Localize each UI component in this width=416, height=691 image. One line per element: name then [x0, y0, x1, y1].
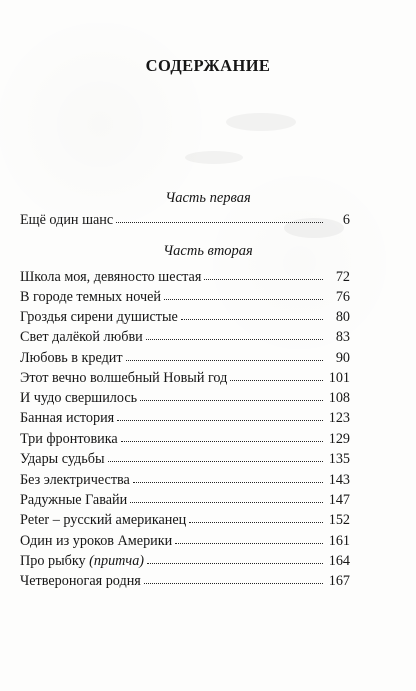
entry-title: Радужные Гавайи	[20, 492, 128, 508]
entry-title: Любовь в кредит	[20, 350, 123, 366]
entry-title: Этот вечно волшебный Новый год	[20, 370, 228, 386]
entry-title: Peter – русский американец	[20, 512, 187, 528]
dot-leader	[140, 400, 323, 401]
entry-title: В городе темных ночей	[20, 289, 161, 305]
toc-entry[interactable]	[20, 532, 350, 551]
page-number: 167	[328, 573, 350, 589]
toc-entry[interactable]	[20, 369, 350, 388]
toc-entry[interactable]	[20, 552, 350, 571]
toc-entry[interactable]	[20, 450, 350, 469]
page-number: 72	[335, 269, 350, 285]
entry-title: Банная история	[20, 410, 115, 426]
entry-title: Гроздья сирени душистые	[20, 309, 178, 325]
entry-title-main: Про рыбку	[20, 553, 86, 569]
entry-title: И чудо свершилось	[20, 390, 138, 406]
dot-leader	[108, 461, 324, 462]
page-number: 83	[335, 329, 350, 345]
entry-title	[20, 552, 144, 571]
page-number: 101	[328, 370, 350, 386]
toc-entry[interactable]	[20, 409, 350, 428]
page-number: 143	[328, 472, 350, 488]
dot-leader	[181, 319, 323, 320]
scan-shadow	[185, 151, 243, 164]
toc-entry[interactable]	[20, 268, 350, 287]
toc-entry[interactable]	[20, 430, 350, 449]
scan-shadow	[226, 113, 296, 131]
page-number: 80	[335, 309, 350, 325]
toc-entry[interactable]	[20, 349, 350, 368]
page-number: 123	[328, 410, 350, 426]
dot-leader	[175, 543, 323, 544]
toc-entry[interactable]	[20, 471, 350, 490]
toc-entry[interactable]	[20, 572, 350, 591]
page-number: 161	[328, 533, 350, 549]
dot-leader	[130, 502, 323, 503]
page-number: 135	[328, 451, 350, 467]
dot-leader	[230, 380, 323, 381]
toc-entry[interactable]	[20, 511, 350, 530]
toc-entry[interactable]	[20, 491, 350, 510]
page-number: 76	[335, 289, 350, 305]
dot-leader	[164, 299, 323, 300]
page-number: 129	[328, 431, 350, 447]
entry-title: Удары судьбы	[20, 451, 105, 467]
dot-leader	[116, 222, 323, 223]
entry-title: Три фронтовика	[20, 431, 118, 447]
dot-leader	[204, 279, 323, 280]
dot-leader	[117, 420, 323, 421]
page-number: 6	[342, 212, 350, 228]
page-number: 108	[328, 390, 350, 406]
entry-title: Без электричества	[20, 472, 130, 488]
page-number: 152	[328, 512, 350, 528]
toc-entry[interactable]	[20, 389, 350, 408]
toc-entry[interactable]	[20, 288, 350, 307]
dot-leader	[146, 339, 323, 340]
page-number: 90	[335, 350, 350, 366]
contents-heading: СОДЕРЖАНИЕ	[145, 56, 271, 75]
dot-leader	[133, 482, 323, 483]
entry-title: Ещё один шанс	[20, 212, 114, 228]
dot-leader	[147, 563, 323, 564]
part-one-title: Часть первая	[165, 190, 251, 206]
toc-entry[interactable]	[20, 308, 350, 327]
page-number: 164	[328, 553, 350, 569]
entry-subtitle: (притча)	[89, 553, 145, 569]
entry-title: Школа моя, девяносто шестая	[20, 269, 202, 285]
dot-leader	[144, 583, 323, 584]
page-number: 147	[328, 492, 350, 508]
toc-entry[interactable]	[20, 211, 350, 230]
entry-title: Свет далёкой любви	[20, 329, 143, 345]
entry-title: Четвероногая родня	[20, 573, 141, 589]
dot-leader	[121, 441, 323, 442]
toc-entry[interactable]	[20, 328, 350, 347]
dot-leader	[189, 522, 323, 523]
entry-title: Один из уроков Америки	[20, 533, 173, 549]
dot-leader	[126, 360, 323, 361]
part-two-title: Часть вторая	[163, 243, 253, 259]
